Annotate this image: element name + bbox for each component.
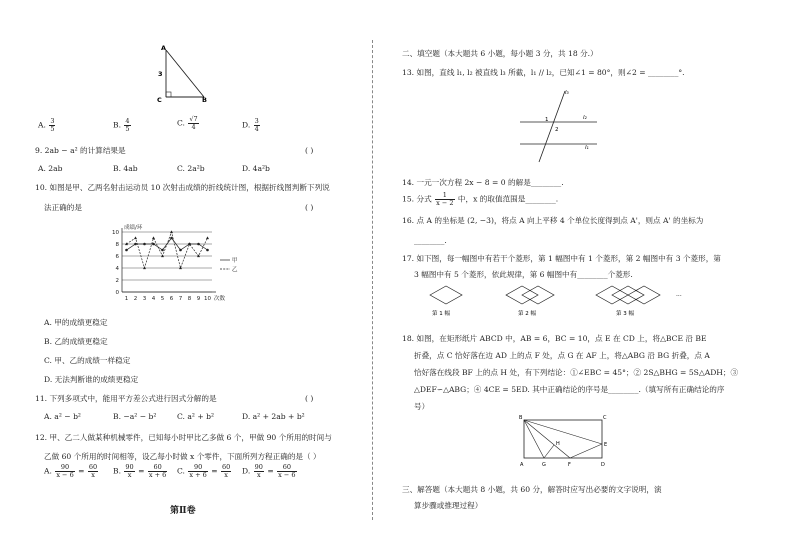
series-1-point — [179, 249, 182, 252]
q12-option-d[interactable]: D. $\frac{90}{x}$ = $\frac{60}{x - 6}$ — [242, 463, 296, 479]
segment-fe — [570, 444, 602, 458]
angle-2-label: 2 — [555, 127, 559, 133]
vertex-c-label: C — [157, 96, 162, 104]
series-1-point — [170, 237, 173, 240]
q18-text-line2: 折叠，点 C 恰好落在边 AD 上的点 F 处，点 G 在 AF 上，将△ABG 沿 BG 折叠，点 A — [414, 351, 710, 360]
series-1-point — [206, 249, 209, 252]
q8-option-d[interactable]: D. $\frac{3}{4}$ — [242, 117, 259, 133]
y-tick-label: 8 — [115, 242, 119, 248]
side-length-label: 3 — [158, 70, 163, 78]
x-tick-label: 1 — [124, 296, 129, 302]
x-tick-label: 10 — [204, 296, 211, 302]
q18-text-line1: 18. 如图，在矩形纸片 ABCD 中，AB = 6，BC = 10，点 E 在 CD 上，将△BCE 沿 BE — [402, 334, 707, 343]
fig2-caption: 第 2 幅 — [518, 311, 536, 317]
pt-d-label: D — [601, 462, 605, 468]
l2-label: l₂ — [583, 115, 587, 121]
pt-e-label: E — [604, 442, 608, 448]
pt-a-label: A — [520, 462, 524, 468]
series-2-point — [134, 236, 137, 239]
q18-text-line3: 恰好落在线段 BF 上的点 H 处，有下列结论：①∠EBC = 45°；② 2S△BHG = 5S△ADH；③ — [414, 368, 739, 377]
series-2-point — [152, 236, 155, 239]
q10-option-b[interactable]: B. 乙的成绩更稳定 — [44, 337, 108, 346]
angle-1-label: 1 — [545, 117, 549, 123]
y-tick-label: 10 — [112, 230, 119, 236]
segment-bg — [524, 420, 544, 458]
q8-option-a[interactable]: A. $\frac{3}{5}$ — [38, 117, 55, 133]
legend-label-2: 乙 — [232, 267, 238, 273]
vertex-b-label: B — [202, 96, 207, 104]
x-tick-label: 4 — [151, 296, 156, 302]
q15-text: 15. 分式 $\frac{1}{x - 2}$ 中，x 的取值范围是________. — [402, 191, 559, 207]
q10-text-line2: 法正确的是 — [44, 203, 82, 212]
solution-section-title-line1: 三、解答题（本大题共 8 小题，共 60 分，解答时应写出必要的文字说明，演 — [402, 485, 662, 494]
pt-h-label: H — [556, 441, 560, 447]
right-angle-mark — [166, 92, 171, 97]
fill-in-section-title: 二、填空题（本大题共 6 小题，每小题 3 分，共 18 分.） — [402, 49, 598, 58]
fig3-caption: 第 3 幅 — [616, 311, 634, 317]
q10-paren: ( ) — [305, 203, 314, 212]
y-tick-label: 2 — [115, 278, 119, 284]
shooting-score-line-chart — [100, 222, 250, 306]
q10-option-a[interactable]: A. 甲的成绩更稳定 — [44, 318, 108, 327]
y-axis-label: 成绩/环 — [124, 225, 143, 231]
q10-option-c[interactable]: C. 甲、乙的成绩一样稳定 — [44, 356, 131, 365]
line-l3 — [539, 91, 565, 162]
q9-option-c[interactable]: C. 2a²b — [177, 164, 205, 173]
section-2-title: 第Ⅱ卷 — [170, 506, 196, 516]
q11-option-c[interactable]: C. a² + b² — [177, 412, 215, 421]
fig1-caption: 第 1 幅 — [432, 311, 450, 317]
x-tick-label: 3 — [142, 296, 147, 302]
y-tick-label: 4 — [115, 266, 119, 272]
series-1-point — [152, 243, 155, 246]
q18-text-line4: △DEF∽△ABG；④ 4CE = 5ED. 其中正确结论的序号是________.（填写所有正确结论的序 — [414, 385, 725, 394]
x-tick-label: 6 — [169, 296, 174, 302]
dots-label: ··· — [676, 293, 682, 300]
q12-text-line1: 12. 甲、乙二人做某种机械零件，已知每小时甲比乙多做 6 个，甲做 90 个所用的时间与 — [35, 433, 332, 442]
q10-option-d[interactable]: D. 无法判断谁的成绩更稳定 — [44, 375, 139, 384]
series-1-point — [197, 243, 200, 246]
q17-text-line1: 17. 如下图，每一幅图中有若干个菱形，第 1 幅图中有 1 个菱形，第 2 幅图中有 3 个菱形，第 — [402, 254, 721, 263]
y-tick-label: 0 — [115, 290, 119, 296]
q11-option-d[interactable]: D. a² + 2ab + b² — [242, 412, 305, 421]
solution-section-title-line2: 算步骤或推理过程） — [414, 501, 483, 510]
q9-option-a[interactable]: A. 2ab — [38, 164, 63, 173]
segment-be — [524, 420, 602, 444]
q8-option-c[interactable]: C. $\frac{√7}{4}$ — [177, 115, 198, 131]
q9-option-b[interactable]: B. 4ab — [113, 164, 138, 173]
q9-paren: ( ) — [305, 146, 314, 155]
l3-label: l₃ — [565, 90, 569, 96]
x-axis-label: 次数 — [214, 296, 226, 302]
q10-text-line1: 10. 如图是甲、乙两名射击运动员 10 次射击成绩的折线统计图，根据折线图判断下列说 — [35, 183, 330, 192]
q8-option-b[interactable]: B. $\frac{4}{5}$ — [113, 117, 130, 133]
column-divider — [372, 40, 373, 520]
x-tick-label: 2 — [133, 296, 138, 302]
q12-option-a[interactable]: A. $\frac{90}{x - 6}$ = $\frac{60}{x}$ — [44, 463, 98, 479]
q13-text: 13. 如图，直线 l₁, l₂ 被直线 l₃ 所截，l₁ // l₂，已知∠1 = 80°，则∠2 = ________°. — [402, 68, 685, 77]
x-tick-label: 9 — [196, 296, 201, 302]
pt-b-label: B — [519, 415, 523, 421]
q18-text-line5: 号） — [414, 402, 430, 411]
q18-rectangle-figure — [518, 412, 618, 468]
series-2-point — [206, 236, 209, 239]
l1-label: l₁ — [585, 145, 589, 151]
pt-g-label: G — [542, 462, 546, 468]
q12-text-line2: 乙做 60 个所用的时间相等，设乙每小时做 x 个零件，下面所列方程正确的是（ ） — [44, 452, 321, 461]
q11-paren: ( ) — [305, 394, 314, 403]
fig1-rhombus — [430, 286, 462, 304]
q9-text: 9. 2ab − a² 的计算结果是 — [35, 146, 126, 155]
x-tick-label: 8 — [187, 296, 192, 302]
q16-text-line1: 16. 点 A 的坐标是 (2, −3)，将点 A 向上平移 4 个单位长度得到点 A'，则点 A' 的坐标为 — [402, 216, 704, 225]
q17-rhombus-figures — [420, 282, 700, 318]
pt-c-label: C — [603, 415, 607, 421]
triangle-side-ab — [166, 50, 204, 97]
x-tick-label: 5 — [160, 296, 165, 302]
legend-label-1: 甲 — [232, 258, 238, 264]
q12-option-c[interactable]: C. $\frac{90}{x + 6}$ = $\frac{60}{x}$ — [177, 463, 231, 479]
q16-text-line2: ________. — [414, 236, 447, 245]
q17-text-line2: 3 幅图中有 5 个菱形，依此规律，第 6 幅图中有________个菱形. — [414, 270, 633, 279]
x-tick-label: 7 — [178, 296, 183, 302]
q9-option-d[interactable]: D. 4a²b — [242, 164, 270, 173]
series-1-point — [134, 243, 137, 246]
q14-text: 14. 一元一次方程 2x − 8 = 0 的解是________. — [402, 178, 564, 187]
vertex-a-label: A — [161, 44, 167, 52]
q12-option-b[interactable]: B. $\frac{90}{x}$ = $\frac{60}{x + 6}$ — [113, 463, 167, 479]
segment-bf — [524, 420, 570, 458]
series-2-line — [127, 232, 208, 268]
y-tick-label: 6 — [115, 254, 119, 260]
pt-f-label: F — [568, 462, 571, 468]
q11-option-a[interactable]: A. a² − b² — [44, 412, 81, 421]
q11-option-b[interactable]: B. −a² − b² — [113, 412, 157, 421]
q8-triangle-figure — [152, 42, 216, 104]
series-1-point — [125, 249, 128, 252]
series-1-point — [161, 249, 164, 252]
segment-gh — [544, 445, 554, 458]
q11-text: 11. 下列多项式中，能用平方差公式进行因式分解的是 — [35, 394, 217, 403]
series-1-point — [143, 243, 146, 246]
q13-parallel-lines-figure — [515, 86, 605, 164]
